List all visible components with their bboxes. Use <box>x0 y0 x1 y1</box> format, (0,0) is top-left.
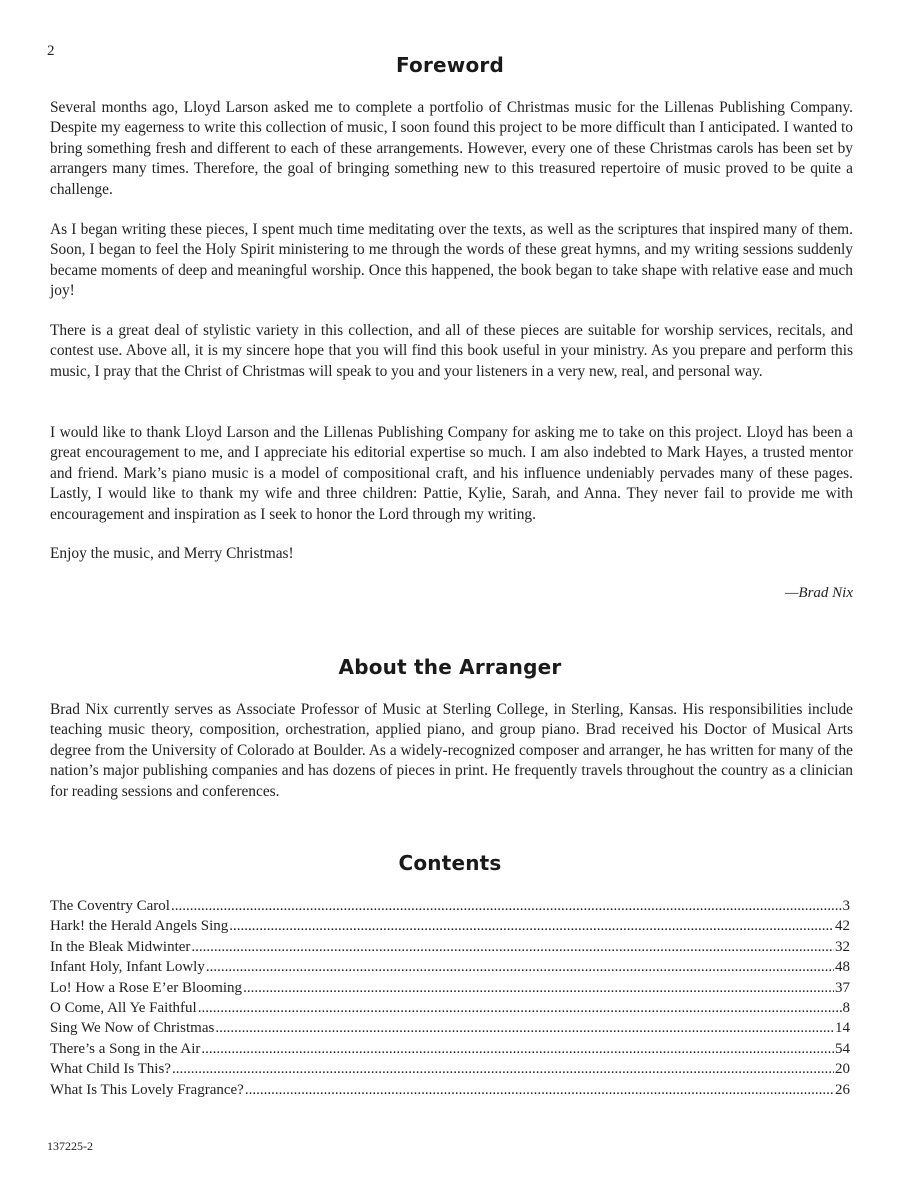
foreword-paragraph-3: There is a great deal of stylistic variety in this collection, and all of these pieces are suitable for worship services, recitals, and contest use. Above all, it is my sincere hope that you will find this book useful in your ministry. As you prepare and perform this music, I pray that the Christ of Christmas will speak to you and your listeners in a very new, real, and personal way. <box>50 322 853 380</box>
toc-entry-page: 8 <box>842 999 850 1016</box>
toc-entry[interactable] <box>50 998 850 1018</box>
toc-entry[interactable] <box>50 1080 850 1100</box>
toc-leader-dots <box>198 998 842 1018</box>
toc-leader-dots <box>229 916 834 936</box>
about-heading: About the Arranger <box>338 655 562 679</box>
toc-entry-page: 54 <box>835 1040 850 1057</box>
table-of-contents <box>50 896 850 1100</box>
toc-entry[interactable] <box>50 1018 850 1038</box>
toc-entry[interactable] <box>50 896 850 916</box>
toc-entry-page: 48 <box>835 959 850 976</box>
toc-entry[interactable] <box>50 916 850 936</box>
foreword-paragraph-1: Several months ago, Lloyd Larson asked me to complete a portfolio of Christmas music for the Lillenas Publishing Company. Despite my eagerness to write this collection of music, I soon found this project to be more difficult than I anticipated. I wanted to bring something fresh and different to each of these arrangements. However, every one of these Christmas carols has been set by arrangers many times. Therefore, the goal of bringing something new to this treasured repertoire of music proved to be quite a challenge. <box>50 99 853 198</box>
toc-entry-page: 3 <box>842 898 850 914</box>
toc-leader-dots <box>245 1080 834 1100</box>
toc-leader-dots <box>206 957 834 977</box>
toc-entry-title: What Is This Lovely Fragrance? <box>50 1081 244 1098</box>
toc-leader-dots <box>243 978 834 998</box>
toc-entry-title: Hark! the Herald Angels Sing <box>50 918 229 935</box>
toc-entry-page: 42 <box>835 918 850 935</box>
toc-entry-title: O Come, All Ye Faithful <box>50 999 197 1016</box>
toc-entry[interactable] <box>50 937 850 957</box>
toc-leader-dots <box>171 896 842 916</box>
toc-entry[interactable] <box>50 1039 850 1059</box>
toc-entry-title: What Child Is This? <box>50 1061 171 1078</box>
toc-entry-page: 14 <box>835 1020 850 1037</box>
foreword-paragraph-2: As I began writing these pieces, I spent much time meditating over the texts, as well as the scriptures that inspired many of them. Soon, I began to feel the Holy Spirit ministering to me through the words of these great hymns, and my writing sessions suddenly became moments of deep and meaningful worship. Once this happened, the book began to take shape with relative ease and much joy! <box>50 221 853 300</box>
toc-leader-dots <box>172 1059 834 1079</box>
contents-heading: Contents <box>398 851 502 875</box>
toc-leader-dots <box>191 937 834 957</box>
footer-catalog-code: 137225-2 <box>47 1139 93 1153</box>
toc-entry-page: 37 <box>835 979 850 996</box>
foreword-heading: Foreword <box>395 53 505 77</box>
toc-entry-page: 20 <box>835 1061 850 1078</box>
foreword-paragraph-4: I would like to thank Lloyd Larson and the Lillenas Publishing Company for asking me to take on this project. Lloyd has been a great encouragement to me, and I appreciate his editorial expertise so much. I am also indebted to Mark Hayes, a trusted mentor and friend. Mark’s piano music is a model of compositional craft, and his influence undeniably pervades many of these pages. Lastly, I would like to thank my wife and three children: Pattie, Kylie, Sarah, and Anna. They never fail to provide me with encouragement and inspiration as I seek to honor the Lord through my writing. <box>50 424 853 523</box>
toc-entry[interactable] <box>50 1059 850 1079</box>
foreword-paragraph-5: Enjoy the music, and Merry Christmas! <box>50 545 294 562</box>
toc-entry[interactable] <box>50 978 850 998</box>
page-number: 2 <box>47 43 55 59</box>
toc-entry-title: Infant Holy, Infant Lowly <box>50 959 205 976</box>
toc-entry-title: The Coventry Carol <box>50 898 170 914</box>
toc-entry-page: 32 <box>835 938 850 955</box>
about-paragraph: Brad Nix currently serves as Associate Professor of Music at Sterling College, in Sterling, Kansas. His responsibilities include teaching music theory, composition, orchestration, applied piano, and group piano. Brad received his Doctor of Musical Arts degree from the University of Colorado at Boulder. As a widely-recognized composer and arranger, he has written for many of the nation’s major publishing companies and has dozens of pieces in print. He frequently travels throughout the country as a clinician for reading sessions and conferences. <box>50 701 853 800</box>
toc-entry-title: Sing We Now of Christmas <box>50 1020 215 1037</box>
toc-entry[interactable] <box>50 957 850 977</box>
toc-entry-title: There’s a Song in the Air <box>50 1040 201 1057</box>
toc-entry-title: In the Bleak Midwinter <box>50 938 191 955</box>
toc-entry-page: 26 <box>835 1081 850 1098</box>
toc-entry-title: Lo! How a Rose E’er Blooming <box>50 979 243 996</box>
foreword-signature: —Brad Nix <box>785 585 853 601</box>
toc-leader-dots <box>201 1039 834 1059</box>
toc-leader-dots <box>215 1018 834 1038</box>
